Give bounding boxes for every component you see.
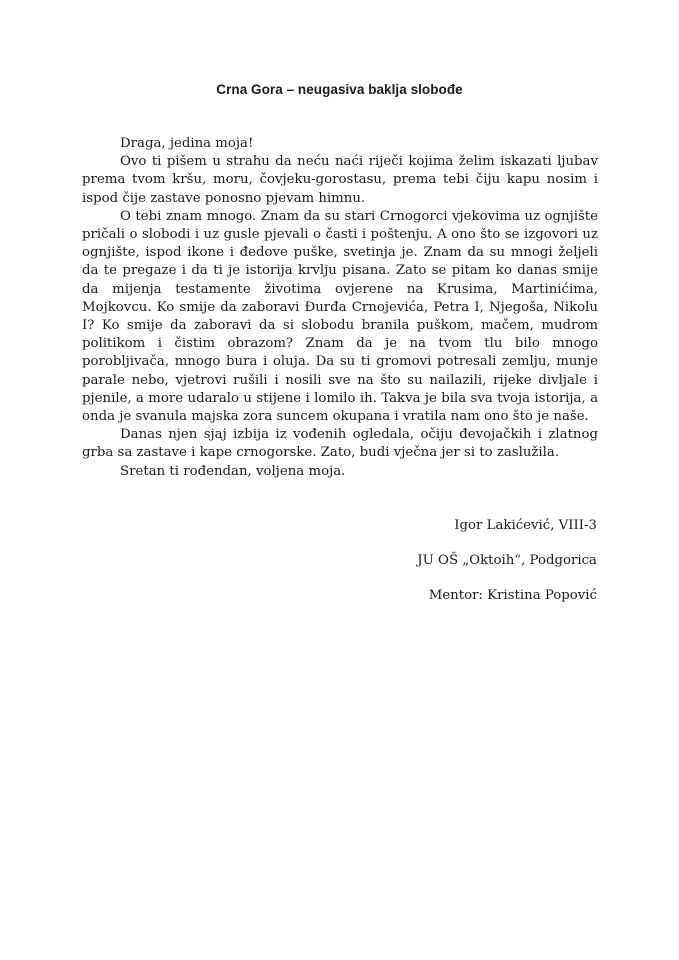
- document-title: Crna Gora – neugasiva baklja slobođe: [216, 82, 463, 97]
- mentor-name: Mentor: Kristina Popović: [428, 588, 597, 603]
- paragraph-2: O tebi znam mnogo. Znam da su stari Crnogorci vjekovima uz ognjište pričali o slobodi i uz gusle pjevali o časti i poštenju. A ono što se izgovori uz ognjište, ispod ikone i đedove puške, svetinja je. Znam da su mnogi željeli da te pregaze i da ti je istorija krvlju pisana. Zato se pitam ko danas smije da mijenja testamente životima ovjerene na Krusima, Martinićima, Mojkovcu. Ko smije da zaboravi Đurđa Crnojevića, Petra I, Njegoša, Nikolu I? Ko smije da zaboravi da si slobodu branila puškom, mačem, mudrom politikom i čistim obrazom? Znam da je na tvom tlu bilo mnogo porobljivača, mnogo bura i oluja. Da su ti gromovi potresali zemlju, munje parale nebo, vjetrovi rušili i nosili sve na što su nailazili, rijeke divljale i pjenile, a more udaralo u stijene i lomilo ih. Takva je bila sva tvoja istorija, a onda je svanula majska zora suncem okupana i vratila nam ono što je naše.: [82, 208, 598, 425]
- paragraph-1: Ovo ti pišem u strahu da neću naći riječi kojima želim iskazati ljubav prema tvom kršu, moru, čovjeku-gorostasu, prema tebi čiju kapu nosim i ispod čije zastave ponosno pjevam himnu.: [82, 154, 598, 206]
- paragraph-3: Danas njen sjaj izbija iz vođenih ogledala, očiju đevojačkih i zlatnog grba sa zastave i kape crnogorske. Zato, budi vječna jer si to zaslužila.: [82, 427, 598, 461]
- school-name: JU OŠ „Oktoih“, Podgorica: [417, 553, 597, 568]
- salutation: Draga, jedina moja!: [120, 136, 254, 151]
- signature-block: [417, 517, 597, 622]
- author-name: Igor Lakićević, VIII-3: [454, 518, 597, 533]
- letter-body: [82, 135, 598, 481]
- closing-line: Sretan ti rođendan, voljena moja.: [120, 463, 346, 479]
